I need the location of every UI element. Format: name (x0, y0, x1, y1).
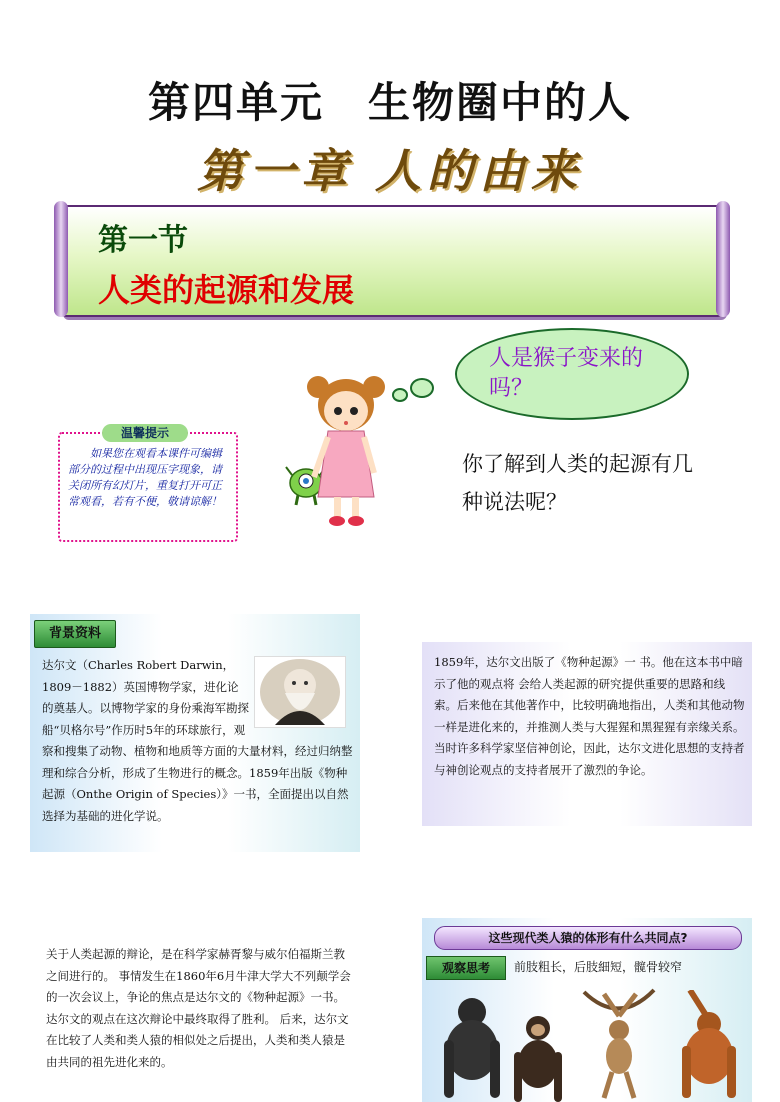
thought-bubble (455, 328, 689, 420)
scroll-roll-left (54, 201, 68, 317)
section-number: 第一节 (98, 223, 188, 258)
observe-text: 前肢粗长，后肢細短，髋骨较窄 (514, 960, 683, 974)
scroll-roll-right (716, 201, 730, 317)
thought-bubble-dot-large (410, 378, 434, 398)
background-label: 背景资料 (34, 620, 116, 648)
chimpanzee-image (506, 1010, 570, 1102)
observe-label: 观察思考 (426, 956, 506, 980)
orangutan-image (670, 990, 748, 1102)
unit-title: 第四单元 生物圈中的人 (147, 78, 632, 127)
debate-text: 关于人类起源的辩论，是在科学家赫胥黎与威尔伯福斯兰教之间进行的。 事情发生在1860年6月牛津大学大不列颠学会的一次会议上，争论的焦点是达尔文的《物种起源》一书。达尔文的观点在这次辩论中最终取得了胜利。 后来，达尔文在比较了人类和类人猿的相似处之后提出，人类和类人猿是由共同的祖先进化来的。 (46, 947, 351, 1069)
darwin-paragraph: 达尔文（Charles Robert Darwin，1809－1882）英国博物学家，进化论的奠基人。以博物学家的身份乘海军勘探船“贝格尔号”作历时5年的环球旅行，观察和搜集了动物、植物和地质等方面的大量材料，经过归纳整理和综合分析，形成了生物进行的概念。1859年出版《物种起源（Onthe Origin of Species）》一书，全面提出以自然选择为基础的进化学说。 (42, 658, 353, 823)
text-1859: 1859年，达尔文出版了《物种起源》一 书。他在这本书中暗示了他的观点将 会给人类起源的研究提供重要的思路和线索。后来他在其他著作中，比较明确地指出，人类和其他动物一样是进化来的，并推测人类与大猩猩和黑猩猩有亲缘关系。当时许多科学家坚信神创论，因此，达尔文进化思想的支持者与神创论观点的支持者展开了激烈的争论。 (434, 655, 745, 777)
darwin-text (42, 655, 354, 827)
section-title: 人类的起源和发展 (98, 271, 355, 309)
apes-question: 这些现代类人猿的体形有什么共同点? (434, 926, 742, 950)
tip-box (58, 426, 238, 542)
gibbon-image (574, 986, 664, 1102)
question-text: 你了解到人类的起源有几种说法呢？ (462, 452, 693, 514)
chapter-title: 第一章 人的由来 (196, 144, 583, 198)
gorilla-image (432, 990, 512, 1102)
section-banner (60, 205, 724, 317)
tip-text: 如果您在观看本课件可编辑部分的过程中出现压字现象，请关闭所有幻灯片，重复打开可正常观看，若有不便，敬请谅解！ (68, 447, 222, 508)
thought-text: 人是猴子变来的吗？ (489, 346, 644, 401)
girl-with-monster-illustration (278, 365, 398, 530)
portrait-spacer (250, 655, 354, 731)
tip-title: 温馨提示 (102, 424, 188, 442)
